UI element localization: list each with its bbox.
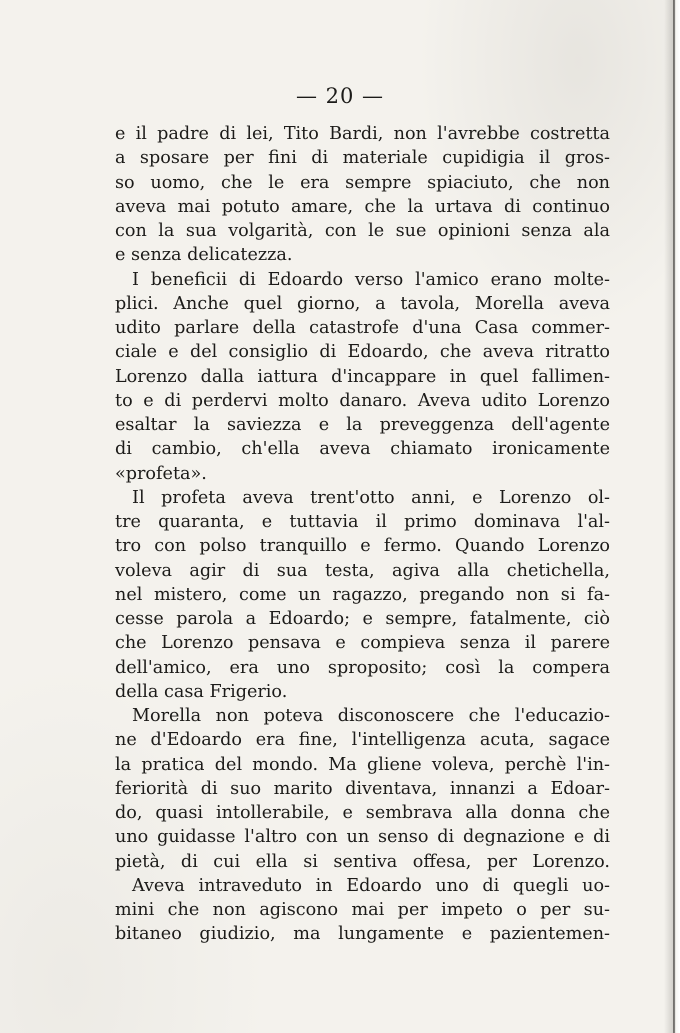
text-line: so uomo, che le era sempre spiaciuto, che non xyxy=(115,172,610,193)
text-line: Il profeta aveva trent'otto anni, e Lorenzo ol- xyxy=(132,487,610,508)
text-line: della casa Frigerio. xyxy=(115,681,288,702)
text-line: mini che non agiscono mai per impeto o per su- xyxy=(115,900,610,920)
text-line: Morella non poteva disconoscere che l'educazio- xyxy=(132,706,610,726)
text-line: «profeta». xyxy=(115,463,207,484)
text-line: I beneficii di Edoardo verso l'amico erano molte- xyxy=(132,269,610,290)
text-line: plici. Anche quel giorno, a tavola, Morella aveva xyxy=(115,293,610,314)
text-line: ne d'Edoardo era fine, l'intelligenza acuta, sagace xyxy=(115,730,610,751)
text-line: to e di perdervi molto danaro. Aveva udito Lorenzo xyxy=(115,390,610,411)
text-line: uno guidasse l'altro con un senso di degnazione e di xyxy=(115,827,610,848)
text-line: Aveva intraveduto in Edoardo uno di quegli uo- xyxy=(132,875,610,896)
page-edge-shadow xyxy=(664,0,680,1033)
text-line: di cambio, ch'ella aveva chiamato ironicamente xyxy=(115,439,610,460)
text-line: la pratica del mondo. Ma gliene voleva, perchè l'in- xyxy=(115,754,610,775)
text-line: cesse parola a Edoardo; e sempre, fatalmente, ciò xyxy=(115,609,610,629)
text-line: a sposare per fini di materiale cupidigia il gros- xyxy=(115,148,610,169)
text-line: che Lorenzo pensava e compieva senza il parere xyxy=(115,633,610,654)
page-number: — 20 — xyxy=(295,84,385,108)
text-line: e il padre di lei, Tito Bardi, non l'avrebbe costretta xyxy=(115,124,610,144)
text-line: do, quasi intollerabile, e sembrava alla donna che xyxy=(115,803,610,823)
text-line: esaltar la saviezza e la preveggenza dell'agente xyxy=(115,415,610,435)
text-line: bitaneo giudizio, ma lungamente e pazientemen- xyxy=(115,924,610,945)
text-line: voleva agir di sua testa, agiva alla chetichella, xyxy=(115,560,610,581)
body-text xyxy=(115,122,610,947)
text-line: feriorità di suo marito diventava, innanzi a Edoar- xyxy=(115,778,610,799)
text-line: nel mistero, come un ragazzo, pregando non si fa- xyxy=(115,584,610,605)
text-line: Lorenzo dalla iattura d'incappare in quel fallimen- xyxy=(115,366,610,387)
text-line: aveva mai potuto amare, che la urtava di continuo xyxy=(115,196,610,217)
text-line: tre quaranta, e tuttavia il primo dominava l'al- xyxy=(115,512,610,532)
text-line: pietà, di cui ella si sentiva offesa, per Lorenzo. xyxy=(115,851,610,872)
text-line: dell'amico, era uno sproposito; così la compera xyxy=(115,657,610,678)
text-line: con la sua volgarità, con le sue opinioni senza ala xyxy=(115,221,610,241)
text-line: udito parlare della catastrofe d'una Casa commer- xyxy=(115,318,610,338)
text-line: ciale e del consiglio di Edoardo, che aveva ritratto xyxy=(115,342,610,363)
text-line: tro con polso tranquillo e fermo. Quando Lorenzo xyxy=(115,536,610,557)
text-line: e senza delicatezza. xyxy=(115,245,293,266)
